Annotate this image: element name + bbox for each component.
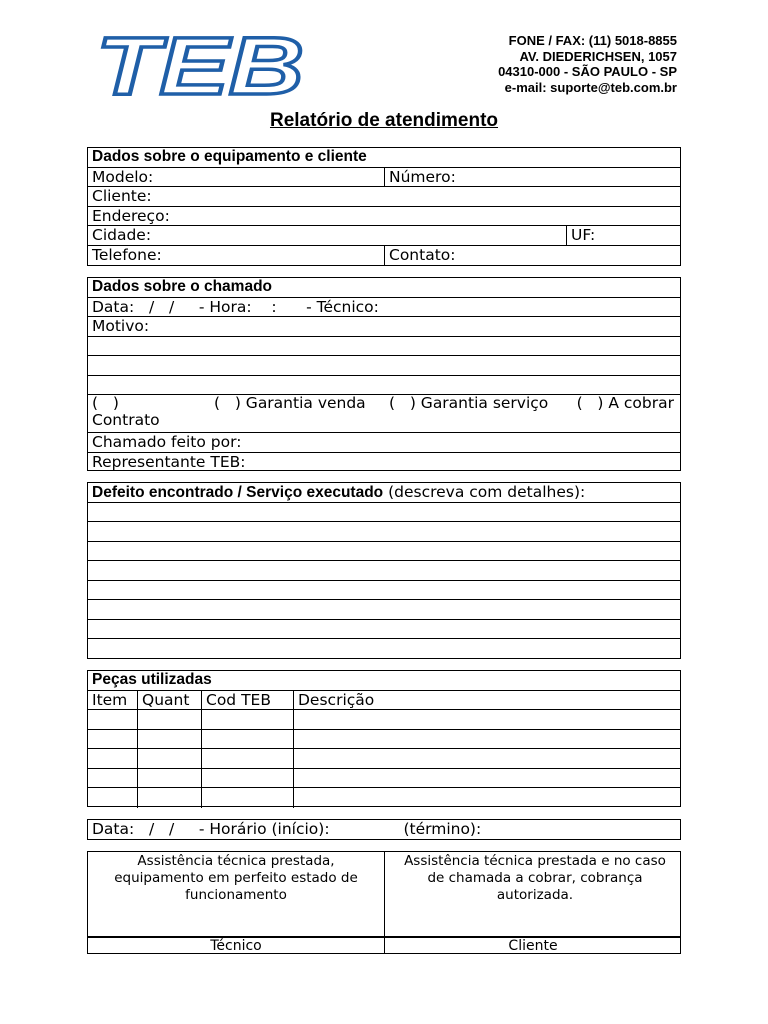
- cidade-row[interactable]: [88, 226, 680, 246]
- motivo-line-1[interactable]: [88, 337, 680, 357]
- cliente-statement: Assistência técnica prestada e no caso de chamada a cobrar, cobrança autorizada.: [404, 853, 666, 903]
- table-row[interactable]: [88, 788, 680, 808]
- modelo-row[interactable]: [88, 168, 680, 188]
- defect-line[interactable]: [88, 600, 680, 620]
- uf-label: UF:: [571, 226, 596, 244]
- defect-line[interactable]: [88, 639, 680, 659]
- chamado-por-label: Chamado feito por:: [92, 433, 242, 451]
- call-date-row[interactable]: [88, 298, 680, 318]
- cliente-row[interactable]: [88, 187, 680, 207]
- call-type-row: [88, 395, 680, 433]
- call-date-label: Data: / / - Hora: : - Técnico:: [92, 297, 379, 316]
- telefone-row[interactable]: [88, 246, 680, 266]
- contact-address: AV. DIEDERICHSEN, 1057: [519, 48, 677, 64]
- svg-text:TEB: TEB: [96, 30, 304, 100]
- uf-field[interactable]: [566, 226, 595, 245]
- motivo-row[interactable]: [88, 317, 680, 337]
- option-contrato[interactable]: ( ) Contrato: [92, 395, 160, 429]
- table-row[interactable]: [88, 769, 680, 789]
- defect-line[interactable]: [88, 581, 680, 601]
- defect-heading-bold: Defeito encontrado / Serviço executado: [92, 484, 384, 501]
- call-heading: Dados sobre o chamado: [88, 278, 680, 298]
- motivo-label: Motivo:: [92, 317, 150, 335]
- col-cod-teb: Cod TEB: [202, 691, 294, 710]
- motivo-line-2[interactable]: [88, 356, 680, 376]
- contact-email: e-mail: suporte@teb.com.br: [504, 79, 677, 95]
- option-garantia-venda[interactable]: ( ) Garantia venda: [214, 395, 366, 412]
- cidade-label: Cidade:: [92, 226, 152, 244]
- tecnico-label: Técnico: [210, 938, 262, 954]
- contact-city: 04310-000 - SÃO PAULO - SP: [498, 64, 677, 79]
- cliente-label: Cliente:: [92, 187, 152, 205]
- parts-section: [87, 670, 681, 807]
- endereco-label: Endereço:: [92, 206, 170, 225]
- equipment-heading: Dados sobre o equipamento e cliente: [88, 148, 680, 168]
- modelo-label: Modelo:: [92, 167, 154, 186]
- contato-label: Contato:: [389, 245, 456, 264]
- call-section: [87, 277, 681, 471]
- numero-label: Número:: [389, 167, 456, 186]
- representante-label: Representante TEB:: [92, 452, 246, 471]
- defect-section: [87, 482, 681, 659]
- col-item: Item: [88, 691, 138, 710]
- schedule-row[interactable]: [88, 820, 680, 840]
- defect-line[interactable]: [88, 561, 680, 581]
- option-garantia-servico[interactable]: ( ) Garantia serviço: [389, 395, 549, 412]
- contato-field[interactable]: [384, 246, 456, 266]
- parts-heading: Peças utilizadas: [88, 671, 680, 691]
- option-a-cobrar[interactable]: ( ) A cobrar: [576, 395, 674, 412]
- motivo-line-3[interactable]: [88, 376, 680, 396]
- contact-phone: FONE / FAX: (11) 5018-8855: [508, 33, 677, 48]
- table-row[interactable]: [88, 730, 680, 750]
- cliente-label: Cliente: [508, 938, 558, 954]
- equipment-section: [87, 147, 681, 266]
- schedule-label: Data: / / - Horário (início): (término):: [92, 820, 482, 838]
- signature-section: [87, 851, 681, 954]
- tecnico-statement: Assistência técnica prestada, equipamento em perfeito estado de funcionamento: [114, 853, 358, 903]
- table-row[interactable]: [88, 749, 680, 769]
- col-descricao: Descrição: [298, 690, 375, 709]
- contact-block: [498, 33, 677, 95]
- telefone-label: Telefone:: [92, 245, 162, 264]
- defect-line[interactable]: [88, 620, 680, 640]
- defect-line[interactable]: [88, 522, 680, 542]
- representante-row[interactable]: [88, 453, 680, 473]
- defect-heading: [88, 483, 680, 503]
- page-title: Relatório de atendimento: [269, 110, 499, 131]
- chamado-por-row[interactable]: [88, 433, 680, 453]
- defect-line[interactable]: [88, 542, 680, 562]
- table-row[interactable]: [88, 710, 680, 730]
- schedule-section: [87, 819, 681, 840]
- defect-heading-note: (descreva com detalhes):: [383, 483, 586, 501]
- parts-header-row: [88, 691, 680, 711]
- numero-field[interactable]: [384, 168, 456, 187]
- col-quant: Quant: [138, 691, 202, 710]
- teb-logo: [94, 30, 308, 100]
- defect-line[interactable]: [88, 503, 680, 523]
- endereco-row[interactable]: [88, 207, 680, 227]
